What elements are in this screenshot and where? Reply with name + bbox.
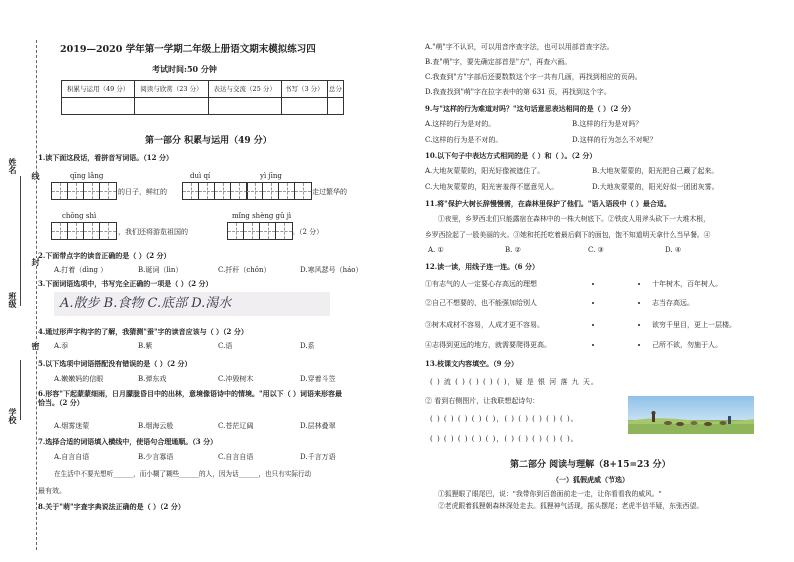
q10-opt-c: C.大地灰蒙蒙的，阳光害羞得不愿意见人。 — [425, 183, 559, 191]
q12-left-dot-4[interactable] — [592, 344, 594, 346]
part2-paragraph-2: ②老虎跟着狐狸朝森林深处走去。狐狸神气活现，摇头摆尾；老虎半信半疑，东张西望。 — [438, 502, 704, 510]
q12-stem: 12.读一读，用线子连一连。（6 分） — [425, 262, 539, 271]
writing-grid-5[interactable] — [227, 222, 293, 240]
q13-line-4: ( ) ( ) ( ) ( ) ( )，( ) ( ) ( ) ( ) ( )。 — [430, 435, 579, 443]
q10-opt-d: D.大地灰蒙蒙的，阳光好似一团团灰雾。 — [592, 183, 719, 191]
q3-stem: 3.下面词语选项中，书写完全正确的一项是（ ）（2 分） — [38, 279, 213, 288]
part2-title: 第二部分 阅读与理解（8+15=23 分） — [510, 460, 671, 470]
q12-right-dot-2[interactable] — [638, 302, 640, 304]
q10-opt-a: A.大地灰蒙蒙的，阳光好像被遮住了。 — [425, 167, 545, 175]
q9-opt-c: C.这样的行为是不对的。 — [425, 136, 503, 144]
q5-opt-d: D.穿着斗笠 — [300, 375, 336, 383]
q4-opt-b: B.紫 — [138, 342, 153, 350]
q13-line-2: ② 看到右侧图片，让我联想起诗句： — [425, 397, 540, 405]
q7-opt-a: A.自言自语 — [54, 453, 90, 461]
score-cell-5[interactable] — [327, 98, 343, 115]
q11-opt-d: D. ④ — [665, 246, 682, 254]
q6-opt-d: D.层林叠翠 — [300, 422, 336, 430]
q2-opt-a: A.打着（dìng ） — [54, 266, 108, 274]
q1-text-1: 的日子，鲜红的 — [118, 188, 167, 196]
q2-stem: 2.下面带点字的读音正确的是（ ）（2 分） — [38, 251, 171, 260]
name-label: 姓名 — [8, 158, 18, 174]
grassland-image — [628, 396, 754, 434]
q10-stem: 10.以下句子中表达方式相同的是（ ）和（ ）。（2 分） — [425, 151, 597, 160]
pinyin-5: mǐng shèng gǔ jì — [232, 212, 292, 220]
q8-opt-d: D.我查找到"萌"字在拉字表中的第 631 页，再找到这个字。 — [425, 88, 611, 96]
score-cell-1[interactable] — [62, 98, 135, 115]
pinyin-3: yì jīng — [260, 172, 282, 180]
writing-grid-2[interactable] — [182, 182, 248, 200]
q13-stem: 13.枝课文内容填空。（9 分） — [425, 359, 518, 368]
q9-opt-d: D.这样的行为怎么不对呢？ — [572, 136, 657, 144]
q8-stem: 8.关于"萌"字查字典说法正确的是（ ）（2 分） — [38, 502, 185, 511]
score-col-2: 阅读与欣赏（23 分） — [135, 81, 208, 98]
q12-right-4: 己所不欲，勿施于人。 — [652, 341, 722, 349]
q13-line-3: ( ) ( ) ( ) ( ) ( )，( ) ( ) ( ) ( ) ( )。 — [430, 415, 579, 423]
q12-left-3: ③树木成材不容易，人成才更不容易。 — [425, 321, 544, 329]
q10-opt-b: B.大地灰蒙蒙的，阳光把自己藏了起来。 — [592, 167, 719, 175]
q6-opt-a: A.烟雾迷蒙 — [54, 422, 90, 430]
score-col-1: 积累与运用（49 分） — [62, 81, 135, 98]
school-line — [20, 360, 21, 420]
q4-opt-d: D.系 — [300, 342, 315, 350]
q7-line-2: 最有效。 — [38, 487, 66, 495]
score-col-3: 表达与交流（25 分） — [208, 81, 281, 98]
exam-time: 考试时间:50 分钟 — [152, 64, 217, 74]
q9-opt-a: A.这样的行为是对的。 — [425, 120, 496, 128]
seal-label-line: 线 — [31, 172, 41, 180]
q12-left-2: ②自己不想要的，也不能强加给别人 — [425, 299, 537, 307]
q5-opt-a: A.嫩嫩妈的信眼 — [54, 375, 104, 383]
q7-opt-b: B.少言寡语 — [138, 453, 174, 461]
seal-label-mi: 密 — [31, 342, 41, 350]
writing-grid-4[interactable] — [51, 222, 117, 240]
q4-opt-c: C.语 — [218, 342, 233, 350]
q11-opt-c: C. ③ — [588, 246, 604, 254]
grassland-illustration — [628, 396, 754, 434]
part2-paragraph-1: ①狐狸眼了眼尾巴，说："我带你到百兽面前走一走，让你看看我的威风。" — [438, 490, 662, 498]
q11-opt-b: B. ② — [505, 246, 521, 254]
q11-opt-a: A. ① — [428, 246, 444, 254]
q7-line-1: 在生活中不要光想听______，而小糊了糊些______的人，因为话______，也只有实际行动 — [54, 470, 312, 478]
q12-right-dot-1[interactable] — [638, 283, 640, 285]
q6-stem: 6.形容"下起蒙蒙细雨，日月朦胧昏目中的出林，意境像语诗中的情境。"用以下（ ）词语来形容最恰当。（2 分） — [38, 389, 343, 407]
q11-text-1: ①夜里，乡罗西北们只能露宿在森林中的一株大树底下。②铁皮人用斧头砍下一大堆木根， — [438, 215, 710, 223]
q5-opt-c: C.冲毁树木 — [218, 375, 254, 383]
score-col-4: 书写（3 分） — [281, 81, 327, 98]
q12-right-dot-4[interactable] — [638, 344, 640, 346]
q5-stem: 5.以下选项中词语搭配没有错误的是（ ）（2 分） — [38, 359, 192, 368]
pinyin-2: duì qí — [190, 172, 211, 180]
q8-opt-c: C.我查到"方"字部后还要数数这个字一共有几画，再找到相应的页码。 — [425, 73, 642, 81]
name-line — [20, 176, 21, 236]
score-col-5: 总分 — [327, 81, 343, 98]
q4-stem: 4.通过形声字构字的了解，我猜测"蚕"字的读音应该与（ ）（2 分） — [38, 327, 248, 336]
exam-title: 2019—2020 学年第一学期二年级上册语文期末模拟练习四 — [60, 44, 316, 55]
pinyin-1: qīng lǎng — [70, 172, 104, 180]
score-cell-3[interactable] — [208, 98, 281, 115]
q8-opt-b: B.查"萌"字，要先确定部首是"方"，再查六画。 — [425, 58, 572, 66]
score-cell-2[interactable] — [135, 98, 208, 115]
q6-opt-b: B.烟海云般 — [138, 422, 174, 430]
q7-opt-c: C.自言自语 — [218, 453, 254, 461]
q12-left-1: ①有志气的人一定要心存高远的理想 — [425, 280, 537, 288]
q1-text-3: ，我们还将游览祖国的 — [118, 228, 188, 236]
part1-title: 第一部分 积累与运用（49 分） — [145, 136, 272, 146]
q9-opt-b: B.这样的行为是对吗？ — [572, 120, 643, 128]
part2-subtitle: （一）狐假虎威（节选） — [552, 475, 629, 484]
q12-left-dot-3[interactable] — [592, 324, 594, 326]
class-label: 班级 — [8, 292, 18, 308]
q1-text-4: 。（2 分） — [292, 228, 324, 236]
q2-opt-b: B.诞词（lìn） — [138, 266, 183, 274]
q12-right-2: 志当存高远。 — [652, 299, 694, 307]
q12-left-4: ④志得到更远的地方，就需要爬得更高。 — [425, 341, 551, 349]
q6-opt-c: C.苍茫辽阔 — [218, 422, 254, 430]
q12-right-1: 十年树木，百年树人。 — [652, 280, 722, 288]
q11-text-2: 乡罗西捡起了一股美丽的火。③她和托托吃着最后剩下的面包，饱不知道明天拿什么当早餐。④ — [425, 231, 711, 239]
q4-opt-a: A.忝 — [54, 342, 69, 350]
q2-opt-c: C.扦秆（chǒn） — [218, 266, 271, 274]
q13-line-1: ( ) 流 ( ) ( ) ( ) ( )，疑 是 银 河 落 九 天。 — [430, 378, 599, 386]
class-line — [20, 236, 21, 306]
seal-label-feng: 封 — [31, 258, 41, 266]
writing-grid-3[interactable] — [246, 182, 312, 200]
q8-opt-a: A."萌"字不认识，可以用音序查字法，也可以用部首查字法。 — [425, 43, 614, 51]
q7-opt-d: D.千言万语 — [300, 453, 336, 461]
q1-stem: 1.读下面这段话，看拼音写词语。（12 分） — [38, 153, 173, 162]
pinyin-4: chōng shì — [62, 212, 97, 220]
q9-stem: 9.与"这样的行为难道对吗？"这句话意思表达相同的是（ ）（2 分） — [425, 104, 635, 113]
q12-left-dot-1[interactable] — [592, 283, 594, 285]
q2-opt-d: D.寒风瑟号（háo） — [300, 266, 363, 274]
school-label: 学校 — [8, 408, 18, 424]
q7-stem: 7.选择合适的词语填入横线中，使语句合理通顺。（3 分） — [38, 437, 218, 446]
q5-opt-b: B.弹东戏 — [138, 375, 167, 383]
score-table — [61, 80, 344, 115]
writing-grid-1[interactable] — [51, 182, 117, 200]
q12-left-dot-2[interactable] — [592, 302, 594, 304]
score-cell-4[interactable] — [281, 98, 327, 115]
q1-text-2: 走过繁华的 — [312, 188, 347, 196]
q3-handwritten-options: A.散步 B.食物 C.底部 D.渴水 — [54, 292, 330, 316]
q12-right-3: 欲穷千里目，更上一层楼。 — [652, 321, 736, 329]
binding-dashed-line — [36, 40, 37, 550]
q12-right-dot-3[interactable] — [638, 324, 640, 326]
q11-stem: 11.将"保护大树长辞慢慢需，在森林里保护了他们。"语入语段中（ ）最合适。 — [425, 199, 671, 208]
